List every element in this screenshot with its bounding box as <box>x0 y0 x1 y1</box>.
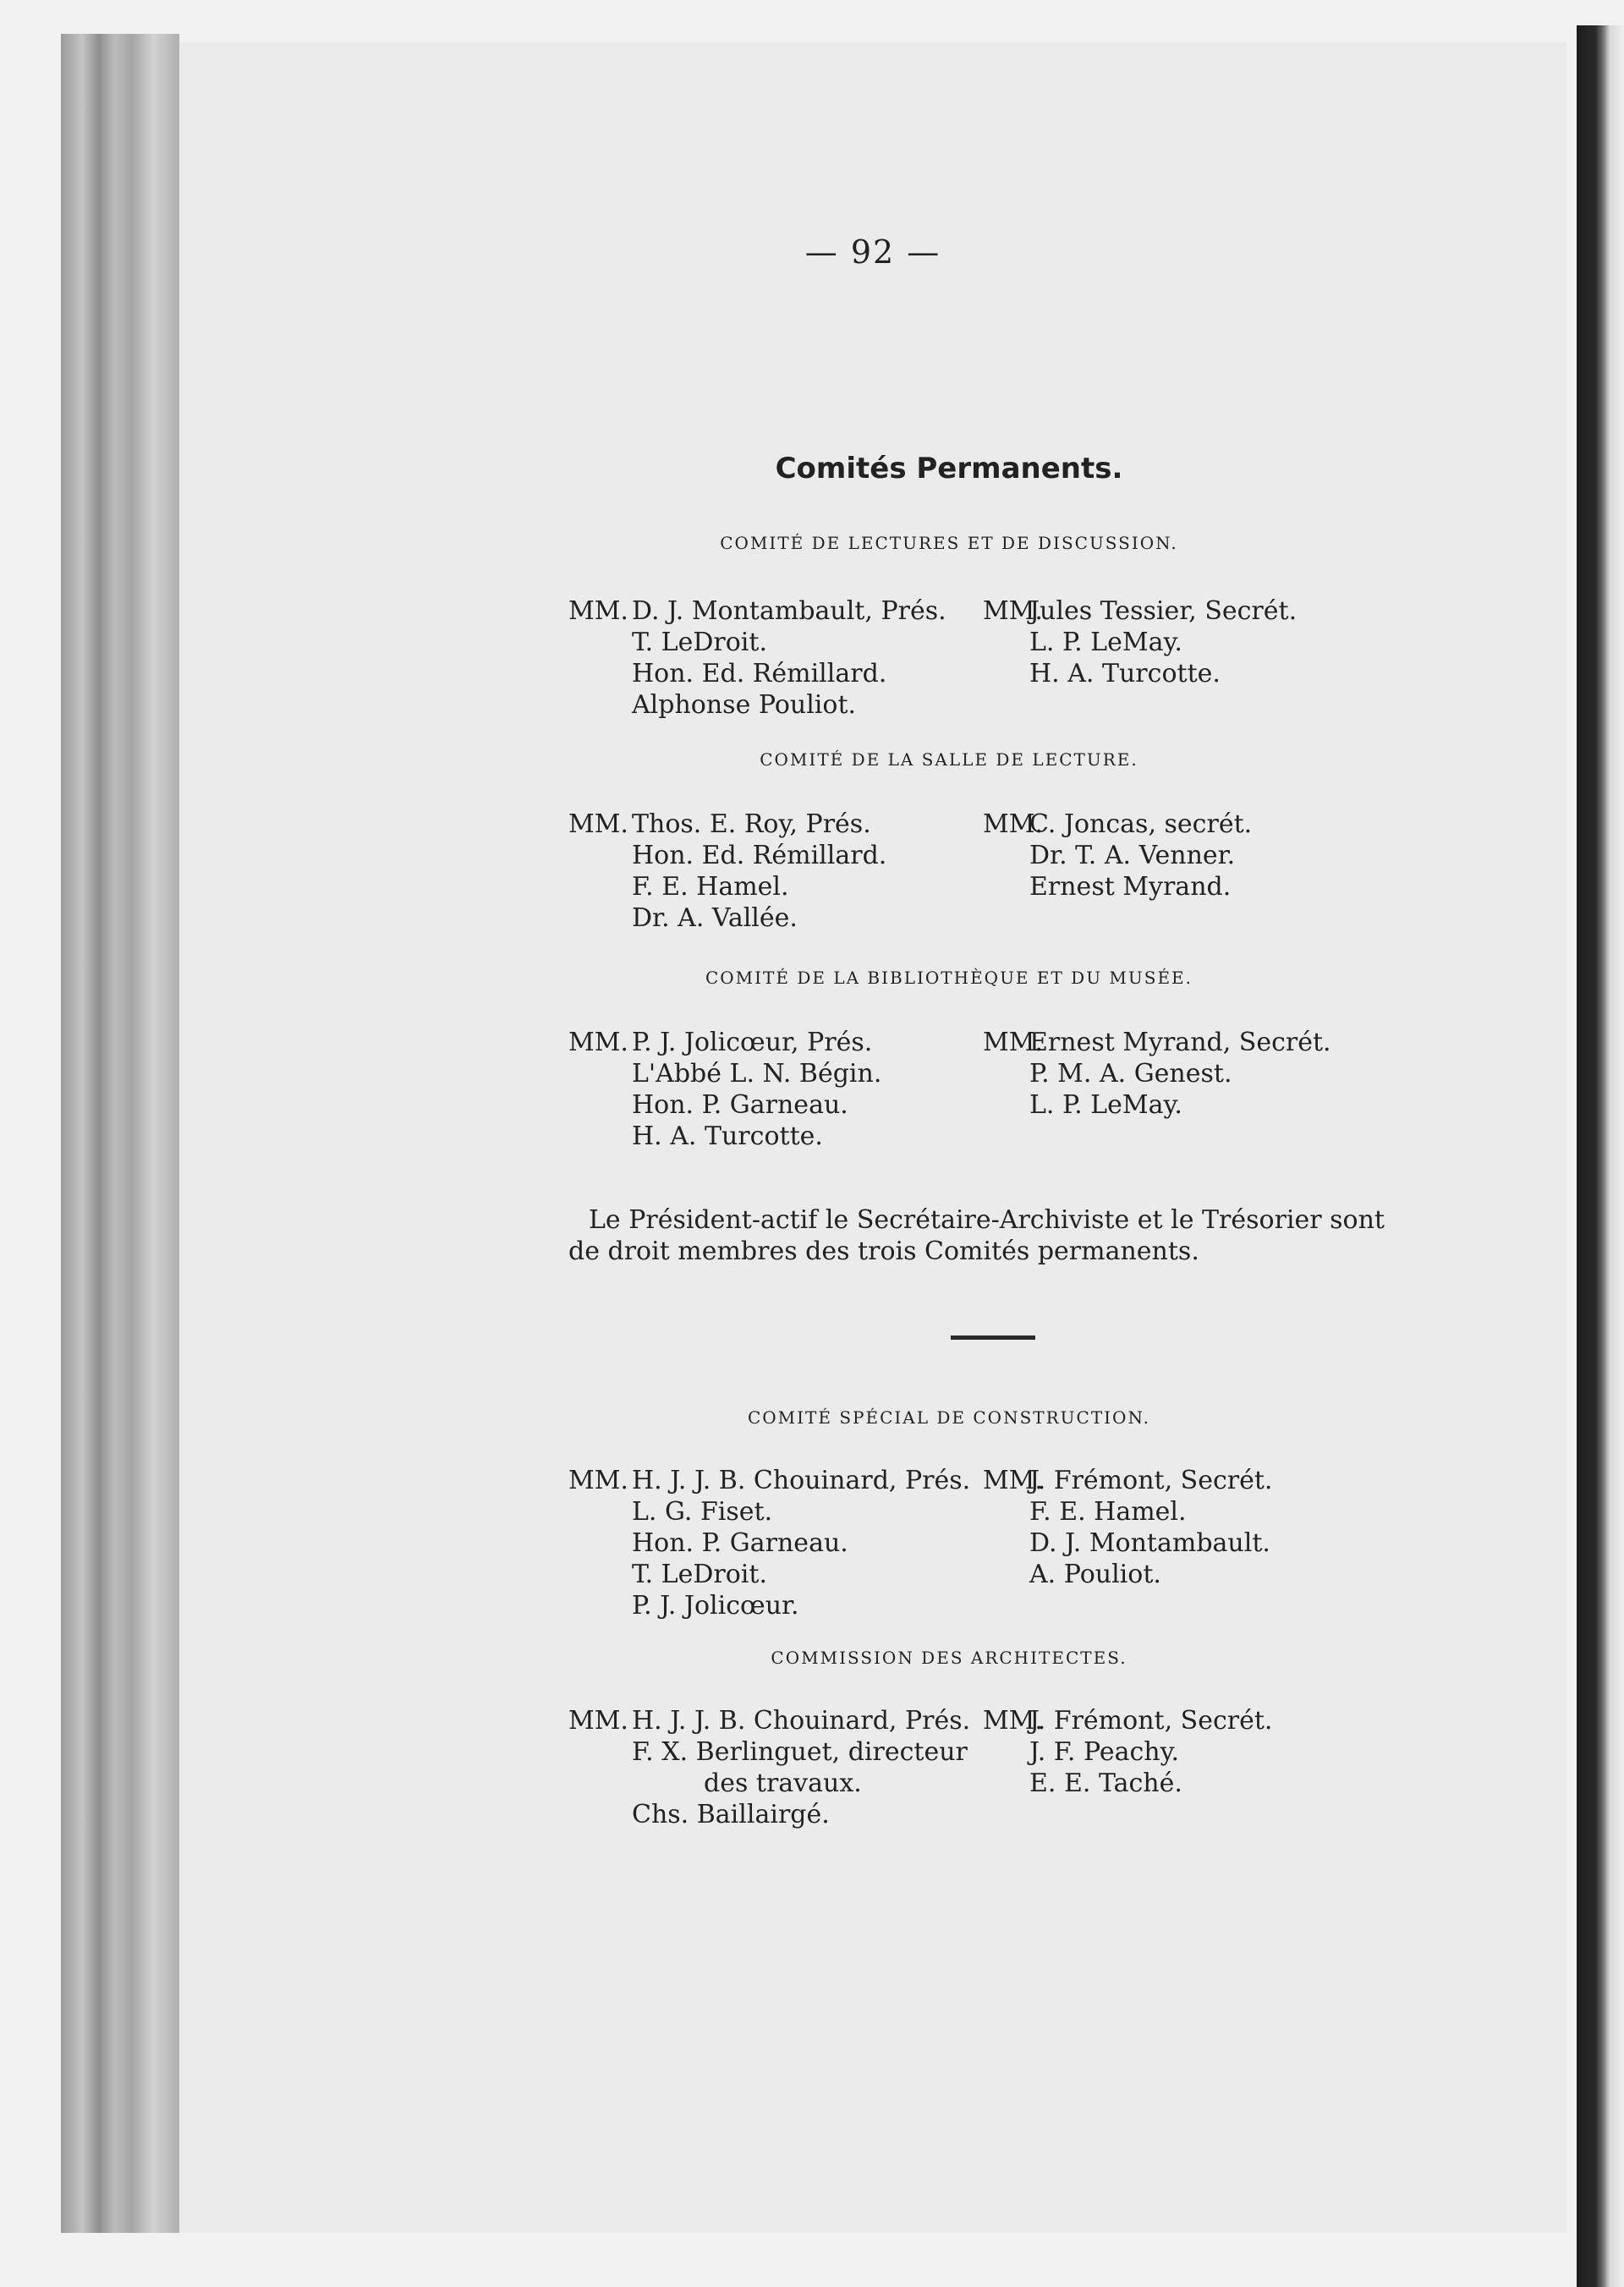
committee-members-salle <box>568 809 1541 944</box>
member-name: P. M. A. Genest. <box>1029 1059 1232 1089</box>
committee-members-lectures <box>568 595 1541 731</box>
members-prefix: MM. <box>568 1466 628 1495</box>
member-name: L. P. LeMay. <box>1029 628 1182 657</box>
committee-members-bibliotheque <box>568 1027 1541 1162</box>
member-name: Chs. Baillairgé. <box>632 1800 830 1829</box>
members-prefix: MM. <box>983 1028 1043 1057</box>
member-name: des travaux. <box>704 1769 862 1798</box>
members-prefix: MM. <box>568 596 628 626</box>
member-name: J. Frémont, Secrét. <box>1029 1706 1273 1736</box>
member-name: F. E. Hamel. <box>1029 1497 1187 1527</box>
committee-heading-lectures: COMITÉ DE LECTURES ET DE DISCUSSION. <box>720 533 1178 553</box>
members-prefix: MM. <box>568 1028 628 1057</box>
commission-heading-architectes: COMMISSION DES ARCHITECTES. <box>771 1648 1127 1668</box>
member-name: L. P. LeMay. <box>1029 1090 1182 1120</box>
page-title: Comités Permanents. <box>775 452 1123 485</box>
member-name: F. X. Berlinguet, directeur <box>632 1737 968 1767</box>
member-name: H. J. J. B. Chouinard, Prés. <box>632 1706 971 1736</box>
member-name: Ernest Myrand, Secrét. <box>1029 1028 1331 1057</box>
member-name: H. A. Turcotte. <box>1029 659 1221 688</box>
commission-members-architectes <box>568 1705 1541 1840</box>
member-name: H. A. Turcotte. <box>632 1122 823 1151</box>
members-prefix: MM. <box>568 1706 628 1736</box>
members-right-column <box>1029 1465 1272 1590</box>
member-name: J. Frémont, Secrét. <box>1029 1466 1273 1495</box>
note-line: Le Président-actif le Secrétaire-Archiviste et le Trésorier sont <box>589 1205 1385 1235</box>
committees-note <box>568 1204 1414 1267</box>
members-right-column <box>1029 1705 1272 1799</box>
members-right-column <box>1029 595 1297 689</box>
member-name: D. J. Montambault. <box>1029 1528 1270 1558</box>
member-name: E. E. Taché. <box>1029 1769 1182 1798</box>
members-prefix: MM. <box>983 1466 1043 1495</box>
members-left-column <box>632 1705 970 1830</box>
member-name: Hon. P. Garneau. <box>632 1528 848 1558</box>
member-name: D. J. Montambault, Prés. <box>632 596 946 626</box>
member-name: J. F. Peachy. <box>1029 1737 1180 1767</box>
member-name: Alphonse Pouliot. <box>632 690 857 720</box>
members-right-column <box>1029 1027 1331 1121</box>
member-name: Dr. T. A. Venner. <box>1029 841 1236 870</box>
member-name: H. J. J. B. Chouinard, Prés. <box>632 1466 971 1495</box>
member-name: Hon. Ed. Rémillard. <box>632 841 887 870</box>
members-right-column <box>1029 809 1252 902</box>
page-number: — 92 — <box>804 233 941 271</box>
members-left-column <box>632 1465 970 1621</box>
member-name: Ernest Myrand. <box>1029 872 1232 902</box>
committee-heading-salle: COMITÉ DE LA SALLE DE LECTURE. <box>760 749 1138 770</box>
section-divider <box>951 1335 1035 1340</box>
member-name: Jules Tessier, Secrét. <box>1029 596 1298 626</box>
member-name: P. J. Jolicœur. <box>632 1591 799 1621</box>
member-name: Hon. Ed. Rémillard. <box>632 659 887 688</box>
member-name: P. J. Jolicœur, Prés. <box>632 1028 873 1057</box>
members-left-column <box>632 595 946 721</box>
member-name: Dr. A. Vallée. <box>632 903 798 933</box>
committee-heading-construction: COMITÉ SPÉCIAL DE CONSTRUCTION. <box>747 1407 1151 1428</box>
members-prefix: MM. <box>983 596 1043 626</box>
member-name: A. Pouliot. <box>1029 1560 1161 1589</box>
committee-heading-bibliotheque: COMITÉ DE LA BIBLIOTHÈQUE ET DU MUSÉE. <box>705 968 1193 988</box>
member-name: L'Abbé L. N. Bégin. <box>632 1059 882 1089</box>
book-page-edges <box>61 34 179 2233</box>
facing-page-edge <box>1577 25 1624 2287</box>
document-page <box>179 42 1566 2233</box>
member-name: Thos. E. Roy, Prés. <box>632 809 871 839</box>
members-prefix: MM. <box>983 1706 1043 1736</box>
members-left-column <box>632 1027 881 1152</box>
committee-members-construction <box>568 1465 1541 1634</box>
members-left-column <box>632 809 886 934</box>
member-name: T. LeDroit. <box>632 1560 767 1589</box>
member-name: Hon. P. Garneau. <box>632 1090 848 1120</box>
note-line: de droit membres des trois Comités permanents. <box>568 1237 1199 1266</box>
member-name: F. E. Hamel. <box>632 872 789 902</box>
members-prefix: MM. <box>568 809 628 839</box>
member-name: T. LeDroit. <box>632 628 767 657</box>
member-name: C. Joncas, secrét. <box>1029 809 1253 839</box>
members-prefix: MM. <box>983 809 1043 839</box>
member-name: L. G. Fiset. <box>632 1497 773 1527</box>
